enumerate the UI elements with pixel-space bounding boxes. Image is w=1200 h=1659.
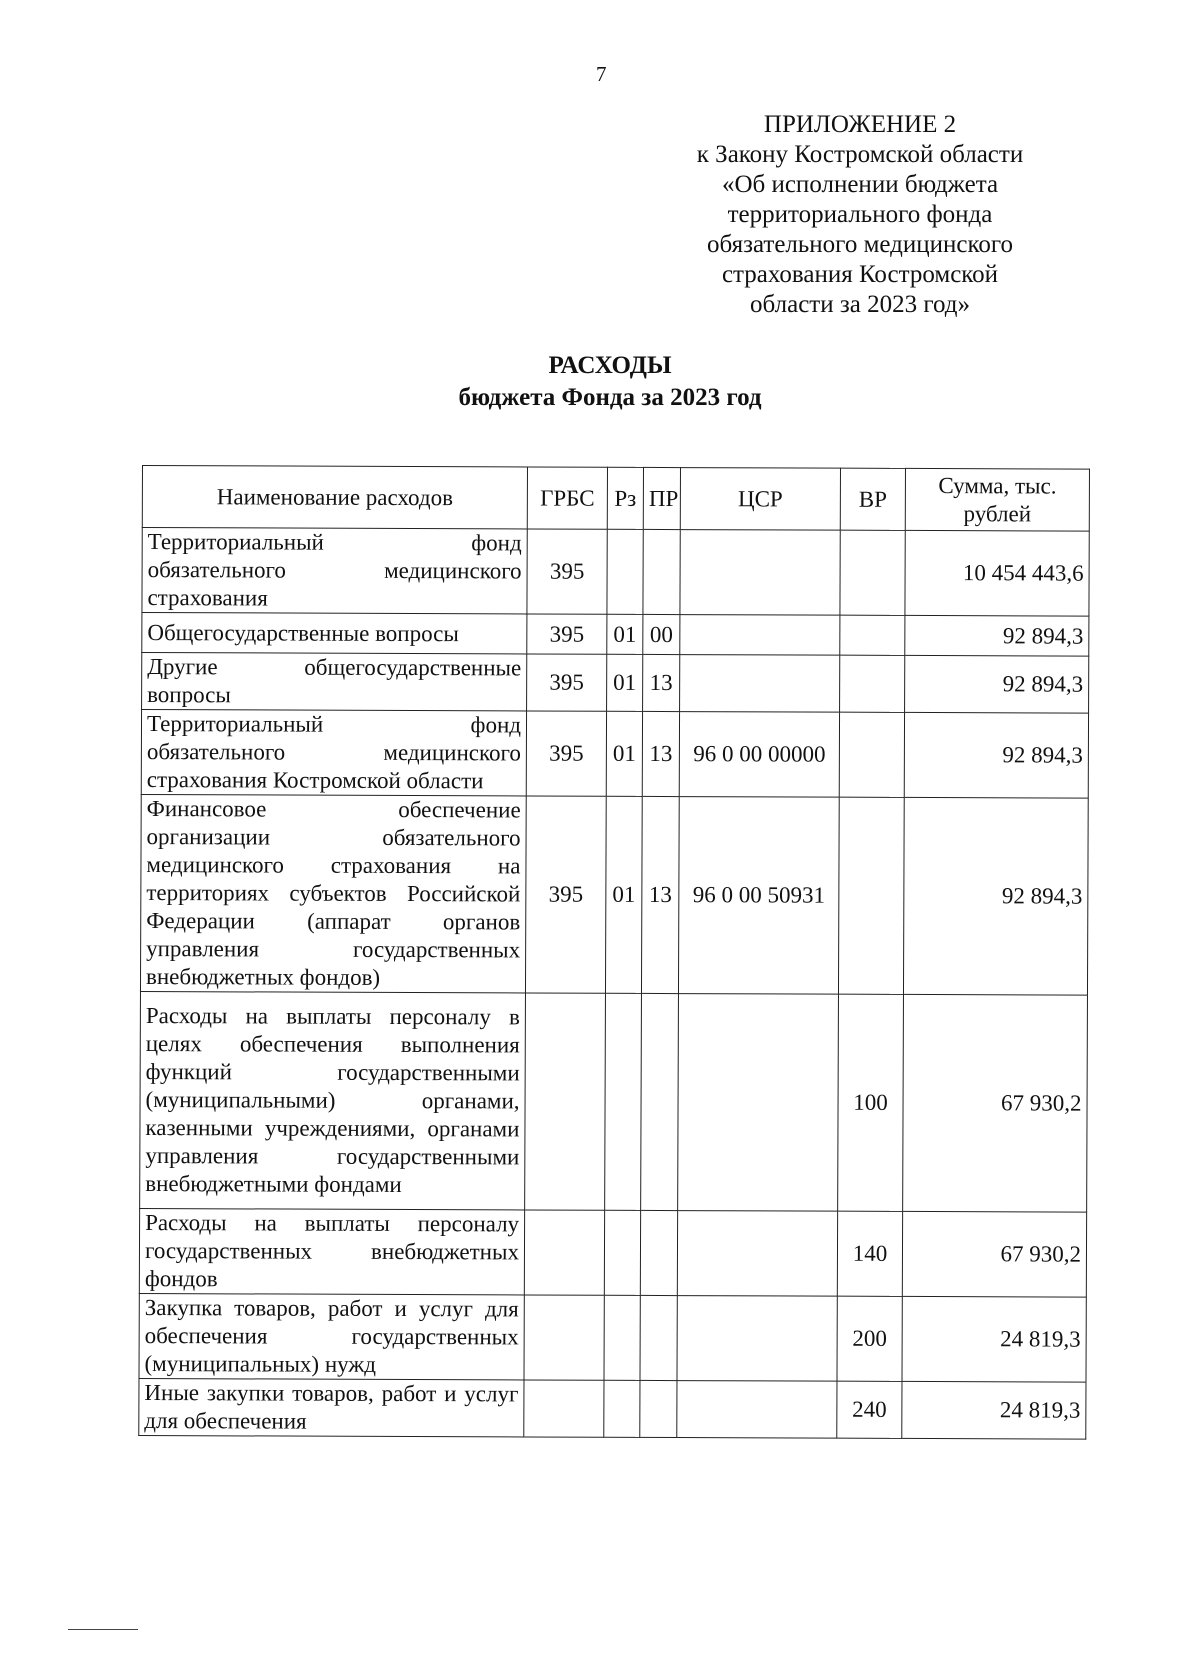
appendix-line: области за 2023 год» (750, 291, 970, 318)
cell-grbs: 395 (525, 796, 606, 993)
header-pr: ПР (643, 467, 680, 529)
cell-pr: 13 (643, 654, 680, 711)
cell-csr (677, 1381, 837, 1439)
table-row (140, 794, 1088, 995)
cell-vr (839, 712, 904, 797)
table-row (140, 991, 1088, 1212)
cell-pr: 13 (642, 711, 679, 796)
header-name: Наименование расходов (142, 466, 527, 529)
cell-rz (607, 529, 643, 614)
cell-pr (640, 1210, 677, 1295)
cell-name: Общегосударственные вопросы (142, 613, 527, 654)
appendix-line: страхования Костромской (721, 261, 999, 288)
appendix-line: к Закону Костромской области (696, 141, 1024, 168)
cell-grbs (524, 1295, 604, 1380)
cell-vr: 140 (837, 1211, 902, 1296)
cell-name: Другие общегосударственные вопросы (142, 653, 527, 711)
cell-pr (641, 993, 679, 1210)
cell-vr: 240 (837, 1381, 902, 1438)
table-row (142, 528, 1089, 617)
cell-rz (604, 1210, 640, 1295)
cell-csr (677, 1296, 837, 1382)
header-sum: Сумма, тыс. рублей (905, 468, 1089, 531)
header-csr: ЦСР (680, 468, 840, 531)
cell-name: Территориальный фонд обязательного медицинского страхования Костромской области (141, 710, 526, 796)
expenses-table (138, 465, 1090, 1440)
appendix-header (650, 110, 1070, 320)
cell-rz (604, 1295, 640, 1380)
cell-name: Расходы на выплаты персоналу государственных внебюджетных фондов (139, 1208, 524, 1294)
cell-sum: 24 819,3 (902, 1296, 1086, 1382)
appendix-line: ПРИЛОЖЕНИЕ 2 (763, 111, 957, 138)
cell-rz: 01 (605, 796, 642, 993)
cell-sum: 67 930,2 (902, 1211, 1086, 1297)
cell-sum: 92 894,3 (903, 797, 1088, 995)
page-number: 7 (596, 62, 607, 86)
cell-grbs: 395 (527, 654, 607, 711)
cell-name: Закупка товаров, работ и услуг для обеспечения государственных (муниципальных) нужд (139, 1293, 524, 1379)
cell-csr: 96 0 00 00000 (679, 712, 839, 798)
table-row (142, 653, 1089, 714)
cell-rz (605, 993, 642, 1210)
footnote-rule (68, 1629, 138, 1630)
cell-pr: 00 (643, 614, 680, 654)
cell-sum: 67 930,2 (903, 994, 1088, 1212)
table-row (141, 710, 1088, 799)
table-row (139, 1208, 1086, 1297)
cell-pr (643, 529, 680, 614)
cell-csr (680, 530, 840, 616)
header-rz: Рз (607, 467, 643, 529)
cell-sum: 10 454 443,6 (905, 530, 1089, 616)
document-title (0, 350, 1200, 414)
cell-grbs (524, 1380, 604, 1437)
cell-vr (840, 655, 905, 712)
cell-pr (640, 1295, 677, 1380)
cell-csr (678, 994, 839, 1212)
appendix-line: территориального фонда (727, 201, 993, 228)
cell-vr: 100 (838, 994, 904, 1211)
table-row (139, 1378, 1086, 1439)
title-line-2: бюджета Фонда за 2023 год (458, 384, 762, 411)
cell-vr (838, 797, 904, 994)
cell-csr: 96 0 00 50931 (678, 797, 839, 995)
header-grbs: ГРБС (527, 467, 607, 529)
cell-sum: 92 894,3 (905, 655, 1089, 713)
cell-grbs: 395 (526, 711, 606, 796)
table-row (139, 1293, 1086, 1382)
cell-name: Территориальный фонд обязательного медицинского страхования (142, 528, 527, 614)
cell-csr (680, 655, 840, 713)
header-vr: ВР (840, 468, 905, 530)
appendix-line: обязательного медицинского (706, 231, 1013, 258)
cell-sum: 24 819,3 (902, 1381, 1086, 1439)
cell-sum: 92 894,3 (905, 615, 1089, 656)
cell-grbs: 395 (527, 529, 607, 614)
cell-sum: 92 894,3 (904, 712, 1088, 798)
cell-rz (604, 1380, 640, 1437)
table-row (142, 613, 1089, 657)
cell-rz: 01 (607, 614, 643, 654)
cell-vr (840, 530, 905, 615)
title-line-1: РАСХОДЫ (548, 352, 672, 379)
cell-name: Иные закупки товаров, работ и услуг для обеспечения (139, 1378, 524, 1436)
cell-csr (677, 1211, 837, 1297)
cell-rz: 01 (607, 654, 643, 711)
appendix-line: «Об исполнении бюджета (721, 171, 999, 198)
cell-name: Финансовое обеспечение организации обязательного медицинского страхования на территориях субъектов Российской Федерации (аппарат органов управления государственных внебюджетных фондов) (140, 794, 526, 992)
cell-vr (840, 615, 905, 655)
cell-name: Расходы на выплаты персоналу в целях обеспечения выполнения функций государственными (муниципальными) органами, казенными учреждениями, органами управления государственными внебюджетными фондами (140, 991, 526, 1209)
cell-csr (680, 615, 840, 656)
cell-pr (640, 1380, 677, 1437)
cell-rz: 01 (606, 711, 642, 796)
cell-vr: 200 (837, 1296, 902, 1381)
cell-grbs (524, 1210, 604, 1295)
cell-pr: 13 (641, 796, 679, 993)
cell-grbs (525, 993, 606, 1210)
cell-grbs: 395 (527, 614, 607, 654)
header-row (142, 466, 1089, 532)
